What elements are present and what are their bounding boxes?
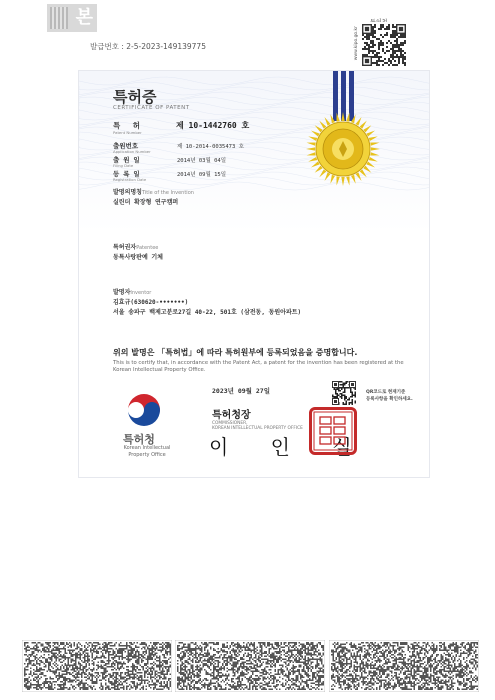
kipo-logo-icon <box>121 389 167 435</box>
issue-date: 2023년 09월 27일 <box>212 387 270 395</box>
qr-instruction-line1: QR코드로 현재기준 <box>366 390 406 395</box>
qr-instruction <box>366 389 413 403</box>
qr-instruction-line2: 등록사항을 확인하세요. <box>366 397 413 402</box>
copy-stamp <box>47 4 97 32</box>
filing-date-label: 출 원 일 <box>113 156 140 164</box>
registration-date-label-en: Registration Date <box>113 177 147 182</box>
top-qr-code <box>360 22 408 68</box>
invention-title-label <box>113 187 194 196</box>
invention-title-label-en: Title of the Invention <box>141 190 194 196</box>
filing-date-value: 2014년 03월 04일 <box>177 158 227 164</box>
document-barcode-3 <box>329 640 479 692</box>
patent-number-label: 특 허 <box>113 121 145 130</box>
inventor-label-ko: 발명자 <box>113 289 131 296</box>
certification-statement: 위의 발명은 「특허법」에 따라 특허원부에 등록되었음을 증명합니다. <box>113 348 358 357</box>
patent-number-label-en: Patent Number <box>113 130 142 135</box>
commissioner-title: 특허청장 <box>212 410 251 421</box>
invention-title-label-ko: 발명의명칭 <box>113 189 142 196</box>
patentee-label <box>113 242 158 251</box>
office-name: 특허청 <box>123 433 155 446</box>
patentee-value: 동특사랑판예 기체 <box>113 254 163 261</box>
office-name-en-line1: Korean Intellectual <box>123 445 171 451</box>
registration-date-label: 등 록 일 <box>113 170 140 178</box>
certification-statement-en: This is to certify that, in accordance with the Patent Act, a patent for the invention has been registered at the Korean Intellectual Property Office. <box>113 360 404 373</box>
application-number-value: 제 10-2014-0035473 호 <box>177 144 244 150</box>
gold-seal <box>305 111 381 187</box>
document-barcode-1 <box>22 640 172 692</box>
certificate-title: 특허증 <box>113 88 157 106</box>
application-number-label: 출원번호 <box>113 142 139 150</box>
official-red-seal <box>309 407 357 455</box>
commissioner-title-en-line2: KOREAN INTELLECTUAL PROPERTY OFFICE <box>212 426 303 431</box>
issue-number: 발급번호 : 2-5-2023-149139775 <box>90 42 206 51</box>
inventor-address: 서울 송파구 백제고분로27길 40-22, 501호 (삼전동, 동원아파트) <box>113 309 302 316</box>
invention-title-value: 실린더 확장형 연구캠퍼 <box>113 199 179 206</box>
patent-number-value: 제 10-1442760 호 <box>176 121 250 130</box>
copy-stamp-text: 본 <box>75 7 93 28</box>
application-number-label-en: Application Number <box>113 149 151 154</box>
commissioner-title-en-line1: COMMISSIONER, <box>212 421 248 426</box>
patentee-label-en: Patentee <box>136 245 159 251</box>
inventor-label-en: Inventor <box>130 290 152 296</box>
copy-stamp-pattern <box>50 7 68 29</box>
commissioner-signature: 이 인 실 <box>209 435 370 459</box>
office-name-en <box>117 445 177 459</box>
inventor-name: 김효규(630620-•••••••) <box>113 299 189 306</box>
patent-certificate <box>78 70 430 478</box>
document-barcode-2 <box>175 640 325 692</box>
filing-date-label-en: Filing Date <box>113 163 134 168</box>
registration-date-value: 2014년 09월 15일 <box>177 172 227 178</box>
inventor-label <box>113 287 151 296</box>
verification-qr-code <box>331 380 357 406</box>
certificate-title-en: CERTIFICATE OF PATENT <box>113 105 190 111</box>
patentee-label-ko: 특허권자 <box>113 244 137 251</box>
top-qr-side-text: www.kipo.go.kr <box>354 26 359 61</box>
office-name-en-line2: Property Office <box>128 452 166 458</box>
commissioner-title-en <box>212 421 303 431</box>
